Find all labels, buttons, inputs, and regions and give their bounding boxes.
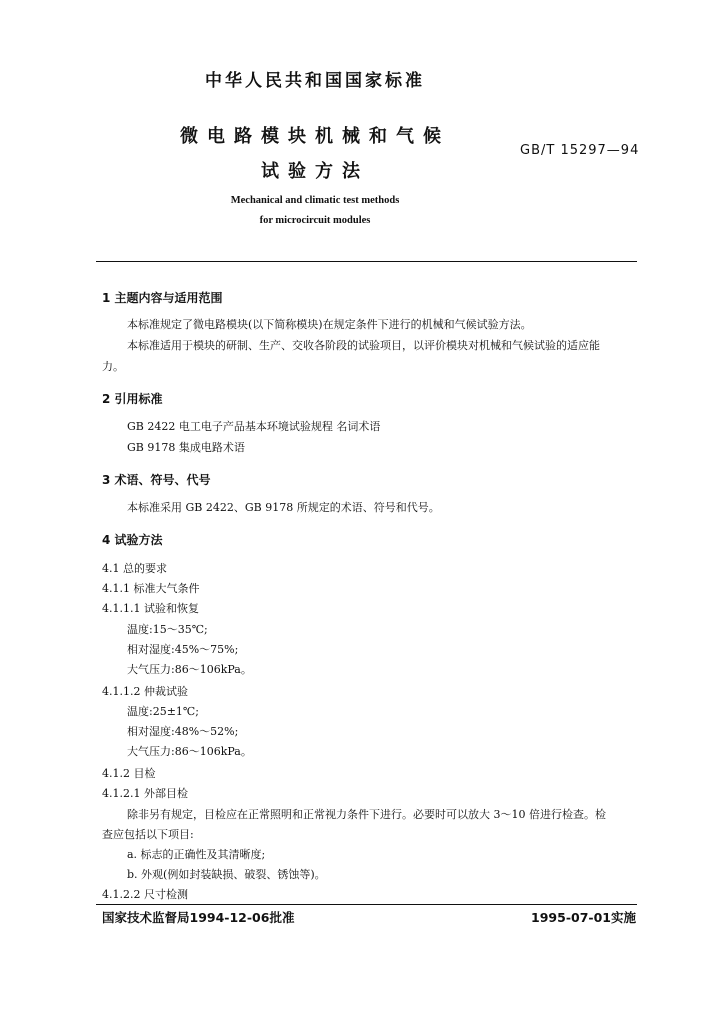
clause-4-1-2-2: 4.1.2.2 尺寸检测 [102, 888, 188, 901]
clause-4-1-1-1: 4.1.1.1 试验和恢复 [102, 602, 199, 615]
test-pressure: 大气压力:86～106kPa。 [127, 663, 252, 676]
section-2-heading: 2 引用标准 [102, 392, 163, 406]
arbitration-temperature: 温度:25±1℃; [127, 705, 199, 718]
english-title-line2: for microcircuit modules [259, 215, 371, 226]
section-3-paragraph: 本标准采用 GB 2422、GB 9178 所规定的术语、符号和代号。 [127, 501, 440, 514]
list-item-a: a. 标志的正确性及其清晰度; [127, 848, 266, 861]
approval-date: 国家技术监督局1994-12-06批准 [102, 910, 295, 925]
test-temperature: 温度:15～35℃; [127, 623, 208, 636]
effective-date: 1995-07-01实施 [531, 910, 636, 925]
clause-4-1-2-1: 4.1.2.1 外部目检 [102, 787, 188, 800]
clause-4-1-1: 4.1.1 标准大气条件 [102, 582, 200, 595]
arbitration-humidity: 相对湿度:48%～52%; [127, 725, 239, 738]
reference-gb9178: GB 9178 集成电路术语 [127, 441, 245, 454]
footer-divider [96, 904, 637, 905]
list-item-b: b. 外观(例如封装缺损、破裂、锈蚀等)。 [127, 868, 326, 881]
test-humidity: 相对湿度:45%～75%; [127, 643, 239, 656]
section-1-heading: 1 主题内容与适用范围 [102, 291, 223, 305]
reference-gb2422: GB 2422 电工电子产品基本环境试验规程 名词术语 [127, 420, 381, 433]
clause-4-1-2: 4.1.2 目检 [102, 767, 156, 780]
header-divider [96, 261, 637, 262]
english-title-line1: Mechanical and climatic test methods [230, 195, 400, 206]
document-title-line2: 试验方法 [261, 161, 369, 182]
clause-4-1: 4.1 总的要求 [102, 562, 167, 575]
arbitration-pressure: 大气压力:86～106kPa。 [127, 745, 252, 758]
standard-code: GB/T 15297—94 [520, 143, 640, 158]
section-1-paragraph-2-line2: 力。 [102, 360, 124, 373]
visual-inspection-paragraph-line2: 查应包括以下项目: [102, 828, 194, 841]
clause-4-1-1-2: 4.1.1.2 仲裁试验 [102, 685, 188, 698]
national-standard-label: 中华人民共和国国家标准 [205, 71, 425, 91]
visual-inspection-paragraph-line1: 除非另有规定，目检应在正常照明和正常视力条件下进行。必要时可以放大 3～10 倍进行检查。检 [127, 808, 606, 821]
section-3-heading: 3 术语、符号、代号 [102, 473, 211, 487]
document-title-line1: 微电路模块机械和气候 [180, 126, 450, 147]
section-4-heading: 4 试验方法 [102, 533, 163, 547]
section-1-paragraph-1: 本标准规定了微电路模块(以下简称模块)在规定条件下进行的机械和气候试验方法。 [127, 318, 532, 331]
section-1-paragraph-2-line1: 本标准适用于模块的研制、生产、交收各阶段的试验项目，以评价模块对机械和气候试验的适应能 [127, 339, 600, 352]
